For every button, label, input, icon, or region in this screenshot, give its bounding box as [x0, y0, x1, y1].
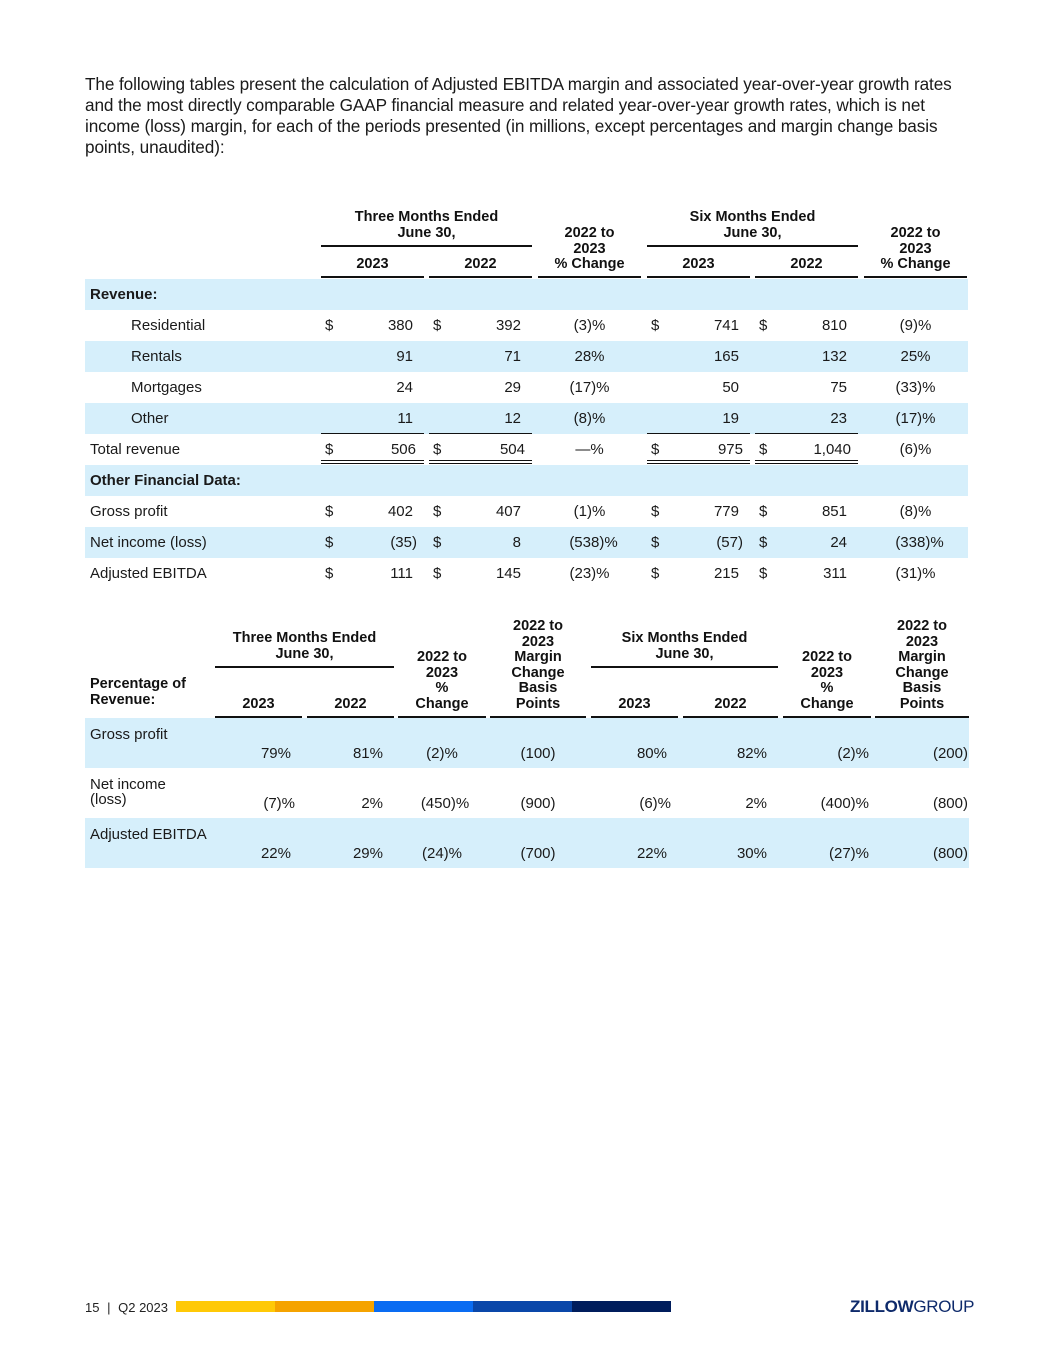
table1-header-six-months: Six Months Ended June 30,: [689, 209, 816, 241]
dollar-sign: $: [651, 534, 660, 551]
dollar-sign: $: [651, 441, 660, 458]
table1-header-sm-2022: 2022: [790, 256, 823, 272]
dollar-sign: $: [325, 441, 334, 458]
value-sm-2022: 82%: [736, 745, 767, 762]
dollar-sign: $: [325, 534, 334, 551]
brand-color-bar-blue: [374, 1301, 473, 1312]
row-label: Net income: [90, 776, 166, 793]
table2-header-three-months: Three Months Ended June 30,: [232, 630, 377, 662]
value-tm-2022: 29: [504, 379, 521, 396]
intro-paragraph: The following tables present the calculation of Adjusted EBITDA margin and associated year-over-year growth rates and the most directly comparable GAAP financial measure and related year-over-year growth rates, which is net income (loss) margin, for each of the periods presented (in millions, except percentages and margin change basis points, unaudited):: [85, 74, 952, 157]
value-tm-2023: 24: [396, 379, 413, 396]
dollar-sign: $: [433, 534, 442, 551]
table-row: [85, 372, 968, 403]
table2-header-sm-2022: 2022: [714, 696, 747, 712]
section-header-other-financial-data: [85, 465, 968, 496]
dollar-sign: $: [433, 317, 442, 334]
brand-color-bar-navy: [572, 1301, 671, 1312]
section-label: Other Financial Data:: [90, 472, 241, 489]
dollar-sign: $: [759, 441, 768, 458]
value-sm-2023: (57): [716, 534, 743, 551]
value-sm-2023: 22%: [636, 845, 667, 862]
value-tm-2022: 407: [495, 503, 521, 520]
table-row: [85, 496, 968, 527]
value-sm-2022: 30%: [736, 845, 767, 862]
table2-header-sm-2023: 2023: [618, 696, 651, 712]
table2-three-months-rule: [215, 666, 394, 668]
total-double-rule: [321, 460, 424, 464]
table1-col-rule: [647, 276, 750, 278]
value-sm-change: 25%: [900, 348, 931, 365]
value-sm-change: (33)%: [895, 379, 936, 396]
dollar-sign: $: [759, 534, 768, 551]
value-sm-2022: 75: [830, 379, 847, 396]
total-double-rule: [647, 460, 750, 464]
dollar-sign: $: [433, 441, 442, 458]
dollar-sign: $: [651, 565, 660, 582]
dollar-sign: $: [651, 317, 660, 334]
row-label: Gross profit: [90, 503, 168, 520]
dollar-sign: $: [325, 503, 334, 520]
row-label: Rentals: [131, 348, 182, 365]
value-tm-2022: 71: [504, 348, 521, 365]
footer-separator: |: [107, 1300, 111, 1315]
table-row: [85, 768, 969, 818]
row-label: Other: [131, 410, 169, 427]
value-tm-change: 28%: [574, 348, 605, 365]
table-row: [85, 718, 969, 768]
table2-six-months-rule: [591, 666, 778, 668]
report-period: Q2 2023: [118, 1300, 168, 1315]
row-label: Gross profit: [90, 726, 168, 743]
table1-col-rule: [429, 276, 532, 278]
value-tm-2022: 12: [504, 410, 521, 427]
section-label: Revenue:: [90, 286, 158, 303]
value-sm-2022: 24: [830, 534, 847, 551]
dollar-sign: $: [325, 317, 334, 334]
value-tm-2023: 111: [390, 565, 413, 582]
table1-col-rule: [755, 276, 858, 278]
value-sm-bp: (200): [932, 745, 968, 762]
value-tm-change: (1)%: [573, 503, 606, 520]
table1-header-sm-2023: 2023: [682, 256, 715, 272]
table1-col-rule: [538, 276, 641, 278]
value-sm-change: (31)%: [895, 565, 936, 582]
value-tm-2023: 11: [397, 410, 413, 427]
value-tm-2023: 91: [396, 348, 413, 365]
value-sm-change: (27)%: [828, 845, 869, 862]
table2-header-tm-2022: 2022: [334, 696, 367, 712]
brand-color-bar-orange: [275, 1301, 374, 1312]
value-tm-change: (24)%: [421, 845, 462, 862]
table-row: [85, 818, 969, 868]
value-sm-2022: 2%: [745, 795, 767, 812]
row-label: Adjusted EBITDA: [90, 826, 207, 843]
logo-bold-text: ZILLOW: [850, 1297, 914, 1316]
table1-header-tm-2023: 2023: [356, 256, 389, 272]
brand-color-bar-yellow: [176, 1301, 275, 1312]
table1-header-pct-change-6m: 2022 to 2023 % Change: [880, 225, 951, 272]
value-tm-2022: 8: [512, 534, 521, 551]
value-sm-2023: (6)%: [639, 795, 671, 812]
value-sm-2022: 810: [821, 317, 847, 334]
value-sm-2023: 215: [713, 565, 739, 582]
value-sm-2022: 1,040: [813, 441, 851, 458]
table-row: [85, 341, 968, 372]
table2-header-pct-of-revenue: Percentage of Revenue:: [90, 676, 186, 708]
dollar-sign: $: [433, 503, 442, 520]
table-row: [85, 310, 968, 341]
value-tm-change: (2)%: [426, 745, 458, 762]
table2-header-six-months: Six Months Ended June 30,: [621, 630, 748, 662]
value-tm-bp: (900): [520, 795, 556, 812]
value-tm-2023: (7)%: [263, 795, 295, 812]
value-sm-2023: 80%: [636, 745, 667, 762]
value-sm-2023: 50: [722, 379, 739, 396]
value-tm-change: (538)%: [569, 534, 618, 551]
table-row: [85, 403, 968, 434]
value-tm-2022: 2%: [361, 795, 383, 812]
value-sm-change: (338)%: [895, 534, 944, 551]
value-tm-change: (17)%: [569, 379, 610, 396]
value-tm-2022: 29%: [352, 845, 383, 862]
page-number: 15: [85, 1300, 100, 1315]
value-sm-2023: 975: [717, 441, 743, 458]
value-tm-bp: (700): [520, 845, 556, 862]
value-sm-change: (2)%: [837, 745, 869, 762]
table-row: [85, 558, 968, 589]
value-sm-bp: (800): [932, 795, 968, 812]
value-sm-change: (9)%: [899, 317, 932, 334]
table1-col-rule: [864, 276, 967, 278]
logo-light-text: GROUP: [913, 1297, 975, 1316]
table2-header-tm-2023: 2023: [242, 696, 275, 712]
value-sm-2023: 19: [722, 410, 739, 427]
value-tm-2022: 81%: [352, 745, 383, 762]
value-sm-change: (6)%: [899, 441, 932, 458]
value-tm-2023: 380: [387, 317, 413, 334]
value-tm-change: (23)%: [569, 565, 610, 582]
value-sm-2022: 132: [821, 348, 847, 365]
table2-header-bp-3m: 2022 to 2023 Margin Change Basis Points: [511, 618, 565, 712]
row-label: Residential: [131, 317, 206, 334]
table1-six-months-rule: [647, 245, 858, 247]
row-label: Mortgages: [131, 379, 202, 396]
value-tm-2022: 392: [495, 317, 521, 334]
value-tm-2023: 79%: [260, 745, 291, 762]
table1-header-tm-2022: 2022: [464, 256, 497, 272]
value-tm-change: (450)%: [420, 795, 470, 812]
table1-three-months-rule: [321, 245, 532, 247]
value-tm-2022: 504: [499, 441, 525, 458]
value-tm-change: (3)%: [573, 317, 606, 334]
value-sm-change: (8)%: [899, 503, 932, 520]
value-tm-change: (8)%: [573, 410, 606, 427]
row-label: Total revenue: [90, 441, 181, 458]
value-sm-2023: 741: [713, 317, 739, 334]
brand-color-bar-mid-blue: [473, 1301, 572, 1312]
value-tm-2022: 145: [495, 565, 521, 582]
row-label: Net income (loss): [90, 534, 207, 551]
row-label: Adjusted EBITDA: [90, 565, 207, 582]
value-tm-bp: (100): [520, 745, 556, 762]
value-sm-2022: 311: [823, 565, 847, 582]
value-sm-2023: 779: [713, 503, 739, 520]
row-label-line2: (loss): [90, 791, 127, 808]
table2-header-change-6m: 2022 to 2023 % Change: [800, 649, 854, 712]
table-row: [85, 527, 968, 558]
value-sm-change: (17)%: [895, 410, 936, 427]
value-sm-bp: (800): [932, 845, 968, 862]
value-tm-2023: 22%: [260, 845, 291, 862]
zillow-group-logo: [850, 1297, 974, 1317]
value-tm-2023: (35): [390, 534, 417, 551]
total-double-rule: [755, 460, 858, 464]
value-sm-change: (400)%: [820, 795, 869, 812]
value-sm-2022: 851: [821, 503, 847, 520]
total-double-rule: [429, 460, 532, 464]
section-header-revenue: [85, 279, 968, 310]
value-tm-2023: 402: [387, 503, 413, 520]
dollar-sign: $: [759, 317, 768, 334]
dollar-sign: $: [433, 565, 442, 582]
dollar-sign: $: [651, 503, 660, 520]
table2-header-bp-6m: 2022 to 2023 Margin Change Basis Points: [895, 618, 949, 712]
page-footer: [85, 1300, 168, 1316]
table1-col-rule: [321, 276, 424, 278]
value-sm-2022: 23: [830, 410, 847, 427]
dollar-sign: $: [759, 565, 768, 582]
table1-header-pct-change-3m: 2022 to 2023 % Change: [554, 225, 625, 272]
table2-header-change-3m: 2022 to 2023 % Change: [415, 649, 469, 712]
dollar-sign: $: [325, 565, 334, 582]
value-tm-change: —%: [575, 441, 604, 458]
dollar-sign: $: [759, 503, 768, 520]
value-sm-2023: 165: [713, 348, 739, 365]
value-tm-2023: 506: [390, 441, 416, 458]
table1-header-three-months: Three Months Ended June 30,: [354, 209, 499, 241]
